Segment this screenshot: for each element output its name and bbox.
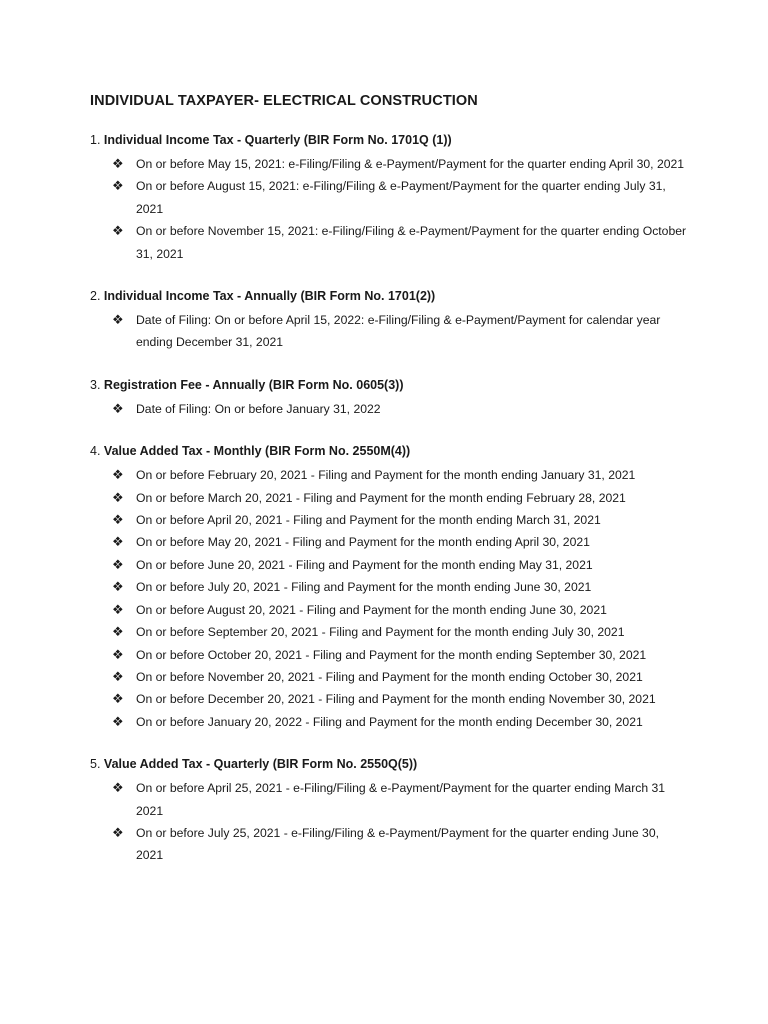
section-title: Value Added Tax - Monthly (BIR Form No. 2550M(4)) <box>103 444 411 459</box>
four-diamond-bullet-icon: ❖ <box>112 601 124 617</box>
four-diamond-bullet-icon: ❖ <box>112 556 124 572</box>
deadline-item <box>90 688 688 710</box>
four-diamond-bullet-icon: ❖ <box>112 579 124 595</box>
deadline-list <box>90 153 688 265</box>
deadline-text: On or before August 20, 2021 - Filing and Payment for the month ending June 30, 2021 <box>136 602 607 617</box>
deadline-text: On or before February 20, 2021 - Filing and Payment for the month ending January 31, 2021 <box>136 468 636 483</box>
four-diamond-bullet-icon: ❖ <box>112 512 124 528</box>
deadline-text: On or before October 20, 2021 - Filing and Payment for the month ending September 30, 2021 <box>136 647 647 662</box>
deadline-list <box>90 777 688 867</box>
tax-section <box>90 376 688 420</box>
deadline-text: On or before April 25, 2021 - e-Filing/Filing & e-Payment/Payment for the quarter ending March 31 2021 <box>136 781 666 818</box>
deadline-item <box>90 644 688 666</box>
four-diamond-bullet-icon: ❖ <box>112 178 124 194</box>
four-diamond-bullet-icon: ❖ <box>112 223 124 239</box>
deadline-text: On or before November 15, 2021: e-Filing/Filing & e-Payment/Payment for the quarter ending October 31, 2021 <box>136 224 687 261</box>
four-diamond-bullet-icon: ❖ <box>112 534 124 550</box>
deadline-item <box>90 554 688 576</box>
tax-section <box>90 287 688 354</box>
deadline-text: On or before September 20, 2021 - Filing and Payment for the month ending July 30, 2021 <box>136 625 625 640</box>
deadline-item <box>90 531 688 553</box>
deadline-item <box>90 153 688 175</box>
section-number: 3. <box>90 377 101 392</box>
section-number: 2. <box>90 289 101 304</box>
deadline-item <box>90 576 688 598</box>
four-diamond-bullet-icon: ❖ <box>112 668 124 684</box>
deadline-text: On or before August 15, 2021: e-Filing/Filing & e-Payment/Payment for the quarter ending July 31, 2021 <box>136 179 666 216</box>
section-title: Individual Income Tax - Quarterly (BIR Form No. 1701Q (1)) <box>103 133 452 147</box>
deadline-text: On or before May 20, 2021 - Filing and Payment for the month ending April 30, 2021 <box>136 535 590 550</box>
four-diamond-bullet-icon: ❖ <box>112 624 124 640</box>
deadline-item <box>90 777 688 822</box>
deadline-list <box>90 309 688 354</box>
section-number: 5. <box>90 757 101 772</box>
four-diamond-bullet-icon: ❖ <box>112 467 124 483</box>
tax-section <box>90 755 688 867</box>
deadline-text: On or before November 20, 2021 - Filing and Payment for the month ending October 30, 2021 <box>136 669 643 684</box>
four-diamond-bullet-icon: ❖ <box>112 400 124 416</box>
tax-section <box>90 442 688 733</box>
deadline-item <box>90 464 688 486</box>
deadline-list <box>90 398 688 420</box>
deadline-item <box>90 220 688 265</box>
section-heading <box>90 131 688 149</box>
deadline-list <box>90 464 688 733</box>
deadline-item <box>90 666 688 688</box>
tax-sections <box>90 131 688 867</box>
deadline-item <box>90 309 688 354</box>
deadline-text: On or before June 20, 2021 - Filing and Payment for the month ending May 31, 2021 <box>136 557 593 572</box>
deadline-item <box>90 621 688 643</box>
deadline-text: On or before May 15, 2021: e-Filing/Filing & e-Payment/Payment for the quarter ending April 30, 2021 <box>136 157 685 171</box>
section-heading <box>90 287 688 305</box>
deadline-text: On or before July 20, 2021 - Filing and Payment for the month ending June 30, 2021 <box>136 580 592 595</box>
deadline-item <box>90 487 688 509</box>
four-diamond-bullet-icon: ❖ <box>112 489 124 505</box>
four-diamond-bullet-icon: ❖ <box>112 312 124 328</box>
four-diamond-bullet-icon: ❖ <box>112 713 124 729</box>
deadline-text: On or before January 20, 2022 - Filing and Payment for the month ending December 30, 2021 <box>136 714 643 729</box>
section-title: Individual Income Tax - Annually (BIR Form No. 1701(2)) <box>103 289 436 304</box>
tax-section <box>90 131 688 265</box>
deadline-text: On or before April 20, 2021 - Filing and Payment for the month ending March 31, 2021 <box>136 513 601 528</box>
deadline-item <box>90 175 688 220</box>
deadline-item <box>90 398 688 420</box>
section-number: 1. <box>90 133 101 147</box>
deadline-item <box>90 711 688 733</box>
section-title: Value Added Tax - Quarterly (BIR Form No. 2550Q(5)) <box>103 757 418 772</box>
deadline-text: On or before July 25, 2021 - e-Filing/Filing & e-Payment/Payment for the quarter ending June 30, 2021 <box>136 825 659 863</box>
deadline-text: On or before March 20, 2021 - Filing and Payment for the month ending February 28, 2021 <box>136 490 626 505</box>
section-heading <box>90 376 688 394</box>
section-number: 4. <box>90 444 101 459</box>
four-diamond-bullet-icon: ❖ <box>112 691 124 707</box>
four-diamond-bullet-icon: ❖ <box>112 646 124 662</box>
four-diamond-bullet-icon: ❖ <box>112 824 124 840</box>
deadline-text: On or before December 20, 2021 - Filing and Payment for the month ending November 30, 2021 <box>136 692 656 707</box>
section-title: Registration Fee - Annually (BIR Form No. 0605(3)) <box>103 377 404 392</box>
deadline-text: Date of Filing: On or before January 31, 2022 <box>136 401 381 416</box>
section-heading <box>90 442 688 460</box>
four-diamond-bullet-icon: ❖ <box>112 156 124 171</box>
deadline-text: Date of Filing: On or before April 15, 2022: e-Filing/Filing & e-Payment/Payment for calendar year ending December 31, 2021 <box>136 313 661 350</box>
deadline-item <box>90 599 688 621</box>
document-title: INDIVIDUAL TAXPAYER- ELECTRICAL CONSTRUCTION <box>90 93 478 109</box>
section-heading <box>90 755 688 773</box>
deadline-item <box>90 509 688 531</box>
deadline-item <box>90 822 688 867</box>
four-diamond-bullet-icon: ❖ <box>112 780 124 796</box>
